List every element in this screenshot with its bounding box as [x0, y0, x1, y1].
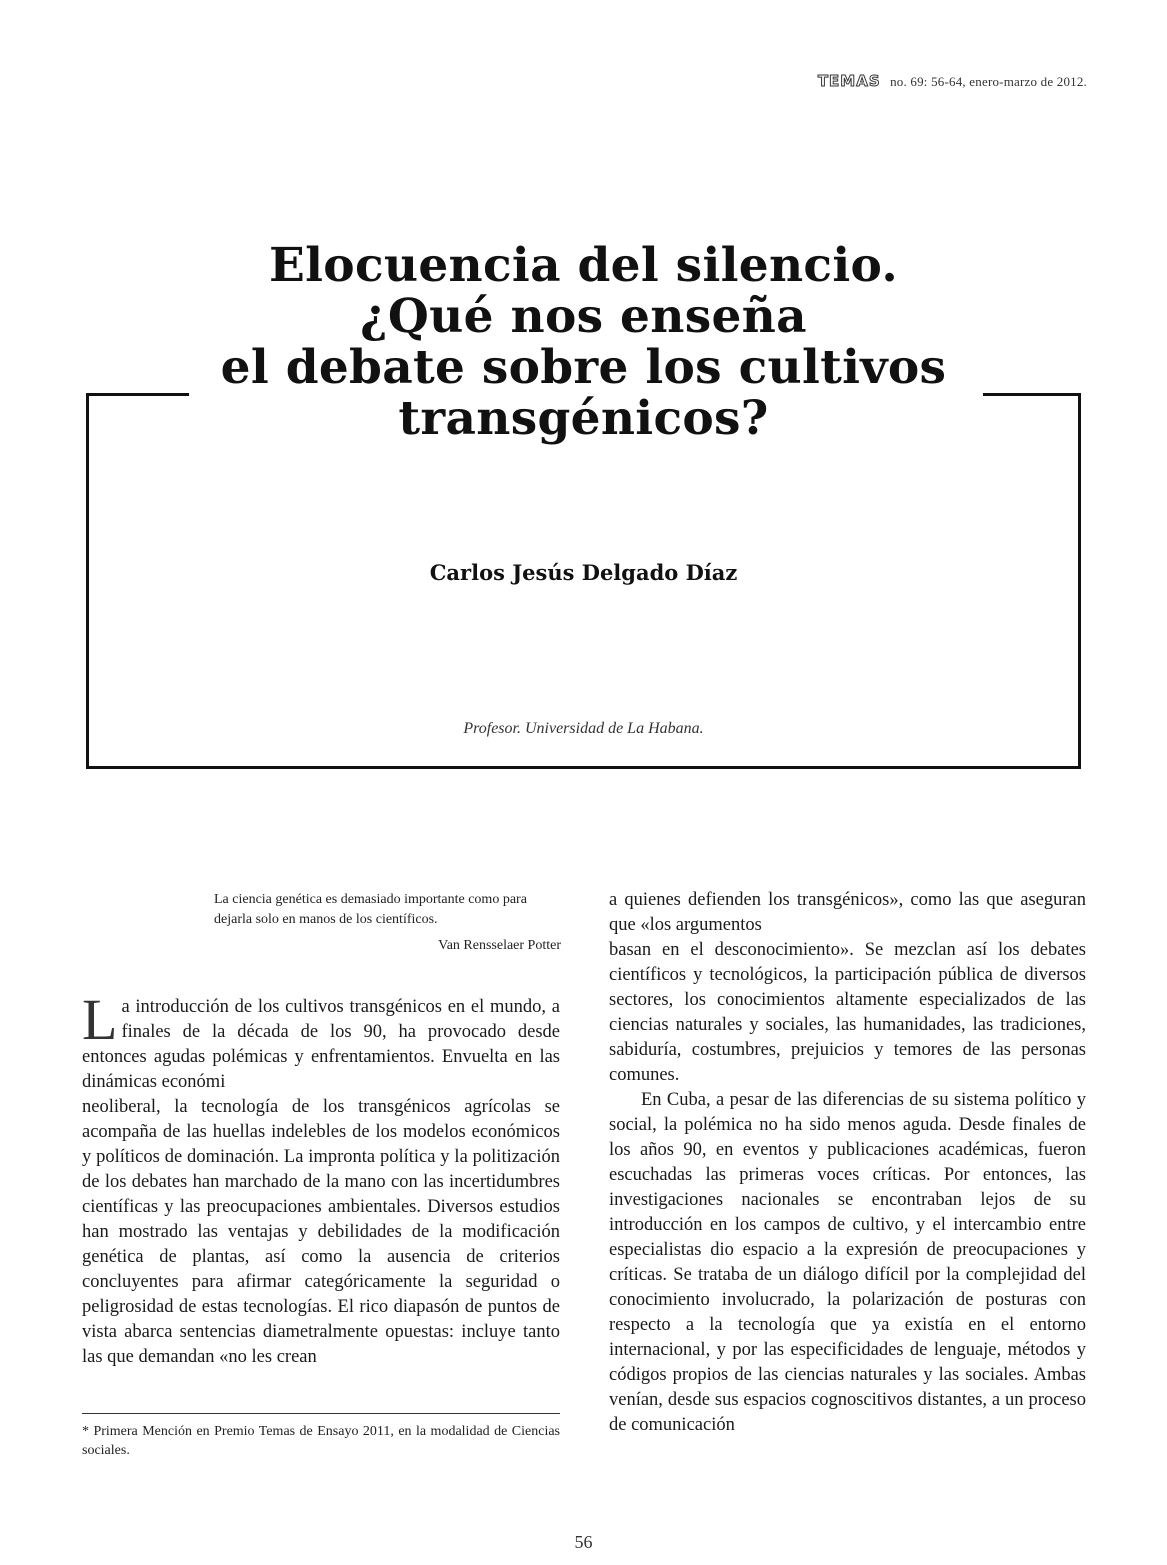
body-text: neoliberal, la tecnología de los transgénicos agrícolas se acompaña de las huellas indelebles de los modelos económicos y políticos de dominación. La impronta política y la politización de los debates han marchado de la mano con las incertidumbres científicas y las preocupaciones ambientales. Diversos estudios han mostrado las ventajas y debilidades de la modificación genética de plantas, así como la ausencia de criterios concluyentes para afirmar categóricamente la seguridad o peligrosidad de estas tecnologías. El rico diapasón de puntos de vista abarca sentencias diametralmente opuestas: incluye tanto las que demandan «no les crean	[82, 1097, 560, 1367]
title-line: Elocuencia del silencio.	[269, 238, 898, 293]
body-text: En Cuba, a pesar de las diferencias de su sistema político y social, la polémica no ha sido menos aguda. Desde finales de los años 90, en eventos y publicaciones académicas, fueron escuchadas las primeras voces críticas. Por entonces, las investigaciones nacionales se encontraban lejos de su introducción en los campos de cultivo, y el intercambio entre especialistas dio espacio a la expresión de preocupaciones y críticas. Se trataba de un diálogo difícil por la complejidad del conocimiento involucrado, la polarización de posturas con respecto a la tecnología que ya existía en el entorno internacional, y por las especificidades de lenguaje, métodos y códigos propios de las ciencias naturales y las sociales. Ambas venían, desde sus espacios cognoscitivos distantes, a un proceso de comunicación	[609, 1090, 1086, 1435]
body-text: a introducción de los cultivos transgénicos en el mundo, a finales de la década de los 90, ha provocado desde entonces agudas polémicas y enfrentamientos. Envuelta en las dinámicas económi	[82, 997, 560, 1092]
footnote: * Primera Mención en Premio Temas de Ensayo 2011, en la modalidad de Ciencias sociales.	[82, 1424, 560, 1458]
title-line: el debate sobre los cultivos	[220, 340, 947, 395]
citation: no. 69: 56-64, enero-marzo de 2012.	[890, 74, 1087, 89]
article-title	[150, 240, 1017, 444]
author-name: Carlos Jesús Delgado Díaz	[429, 560, 738, 585]
epigraph-attribution: Van Rensselaer Potter	[438, 938, 561, 953]
title-line: transgénicos?	[398, 391, 769, 446]
running-header	[818, 72, 1087, 90]
journal-logo: TEMAS	[817, 72, 881, 90]
epigraph-quote: La ciencia genética es demasiado importante como para dejarla solo en manos de los científicos.	[214, 892, 527, 927]
left-column	[82, 987, 560, 1370]
body-text: basan en el desconocimiento». Se mezclan así los debates científicos y tecnológicos, la participación pública de diversos sectores, los conocimientos altamente especializados de las ciencias naturales y sociales, las humanidades, las tradiciones, sabiduría, costumbres, prejuicios y temores de las personas comunes.	[609, 940, 1086, 1085]
epigraph	[214, 890, 561, 956]
right-column	[609, 888, 1086, 1438]
footnote-rule	[82, 1413, 560, 1414]
page-number: 56	[574, 1532, 593, 1552]
author-affiliation: Profesor. Universidad de La Habana.	[463, 720, 704, 737]
drop-cap: L	[82, 987, 118, 1052]
title-line: ¿Qué nos enseña	[360, 289, 807, 344]
body-text: a quienes defienden los transgénicos», como las que aseguran que «los argumentos	[609, 890, 1086, 935]
